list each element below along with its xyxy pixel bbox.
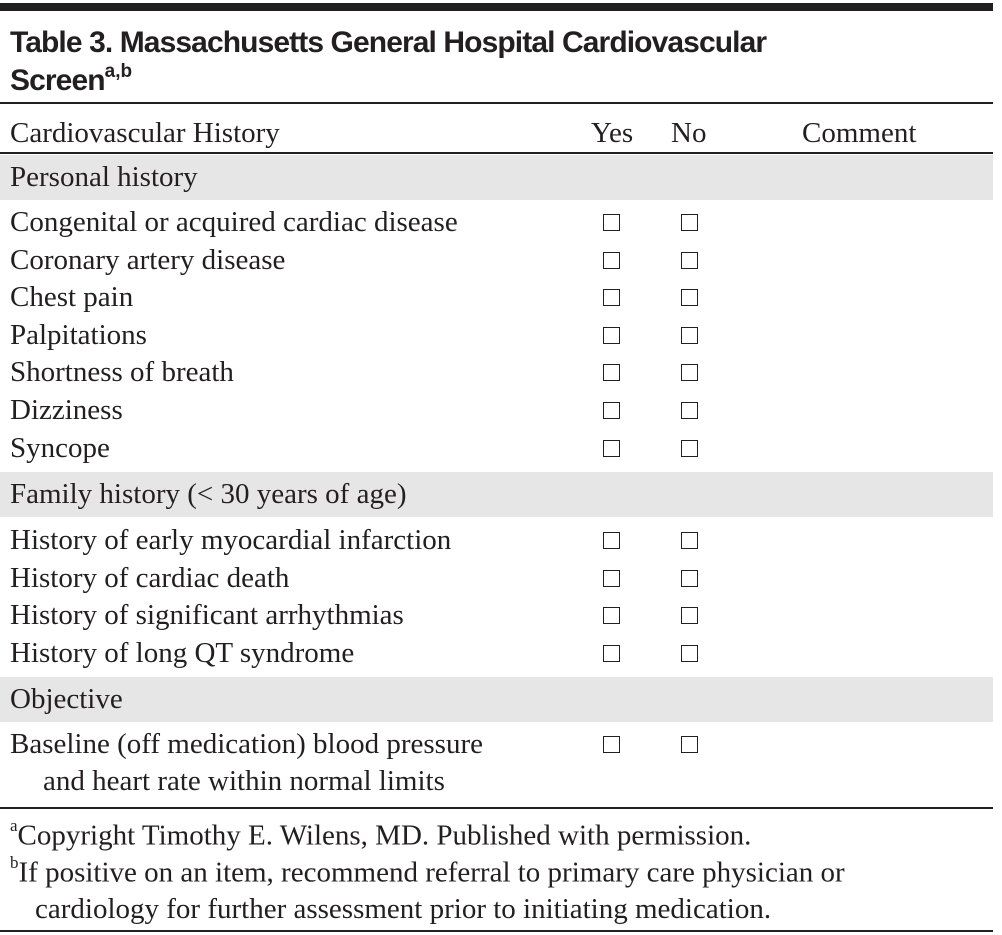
footnote-mark-b: b [10,853,19,872]
no-checkbox[interactable] [681,402,698,419]
row-label: History of cardiac death [10,561,290,594]
footnote-b-text: If positive on an item, recommend referral to primary care physician or [18,856,845,889]
yes-checkbox[interactable] [603,327,620,344]
row-label: History of long QT syndrome [10,636,355,669]
section-band [0,677,993,722]
header-yes: Yes [591,117,634,149]
row-label: Baseline (off medication) blood pressure [10,728,483,760]
row-label: Chest pain [10,281,134,314]
header-no: No [671,117,707,149]
title-rule [0,102,993,104]
no-checkbox[interactable] [681,252,698,269]
bottom-rule [0,930,993,932]
no-checkbox[interactable] [681,364,698,381]
yes-checkbox[interactable] [603,402,620,419]
no-checkbox[interactable] [681,440,698,457]
footnote-a-text: Copyright Timothy E. Wilens, MD. Published with permission. [17,819,752,852]
no-checkbox[interactable] [681,327,698,344]
header-comment: Comment [802,117,917,149]
footnote-b [10,853,845,889]
yes-checkbox[interactable] [603,645,620,662]
table-title-line1: Table 3. Massachusetts General Hospital Cardiovascular [10,26,767,59]
yes-checkbox[interactable] [603,252,620,269]
yes-checkbox[interactable] [603,736,620,753]
no-checkbox[interactable] [681,214,698,231]
yes-checkbox[interactable] [603,607,620,624]
row-label-continuation: and heart rate within normal limits [43,764,445,797]
row-label: Coronary artery disease [10,243,286,276]
top-thick-rule [0,3,993,11]
no-checkbox[interactable] [681,532,698,549]
table-title-line2 [10,61,133,97]
row-label: History of early myocardial infarction [10,524,452,556]
yes-checkbox[interactable] [603,289,620,306]
footnote-mark-a: a [10,816,18,835]
no-checkbox[interactable] [681,607,698,624]
row-label: Dizziness [10,394,123,426]
header-rule [0,152,993,154]
footnote-b-continuation: cardiology for further assessment prior to initiating medication. [35,893,772,925]
row-label: History of significant arrhythmias [10,599,404,632]
yes-checkbox[interactable] [603,532,620,549]
header-history: Cardiovascular History [10,117,280,149]
no-checkbox[interactable] [681,645,698,662]
no-checkbox[interactable] [681,289,698,306]
footnote-rule [0,807,993,809]
section-label: Personal history [10,161,198,193]
section-label: Family history (< 30 years of age) [10,478,407,510]
yes-checkbox[interactable] [603,214,620,231]
no-checkbox[interactable] [681,570,698,587]
section-label: Objective [10,683,123,715]
footnote-a [10,816,752,852]
yes-checkbox[interactable] [603,570,620,587]
row-label: Syncope [10,431,110,464]
title-footnote-marks: a,b [104,61,133,82]
yes-checkbox[interactable] [603,364,620,381]
row-label: Congenital or acquired cardiac disease [10,206,458,238]
yes-checkbox[interactable] [603,440,620,457]
row-label: Palpitations [10,318,147,351]
row-label: Shortness of breath [10,356,234,389]
no-checkbox[interactable] [681,736,698,753]
table-title-screen: Screen [10,64,105,97]
